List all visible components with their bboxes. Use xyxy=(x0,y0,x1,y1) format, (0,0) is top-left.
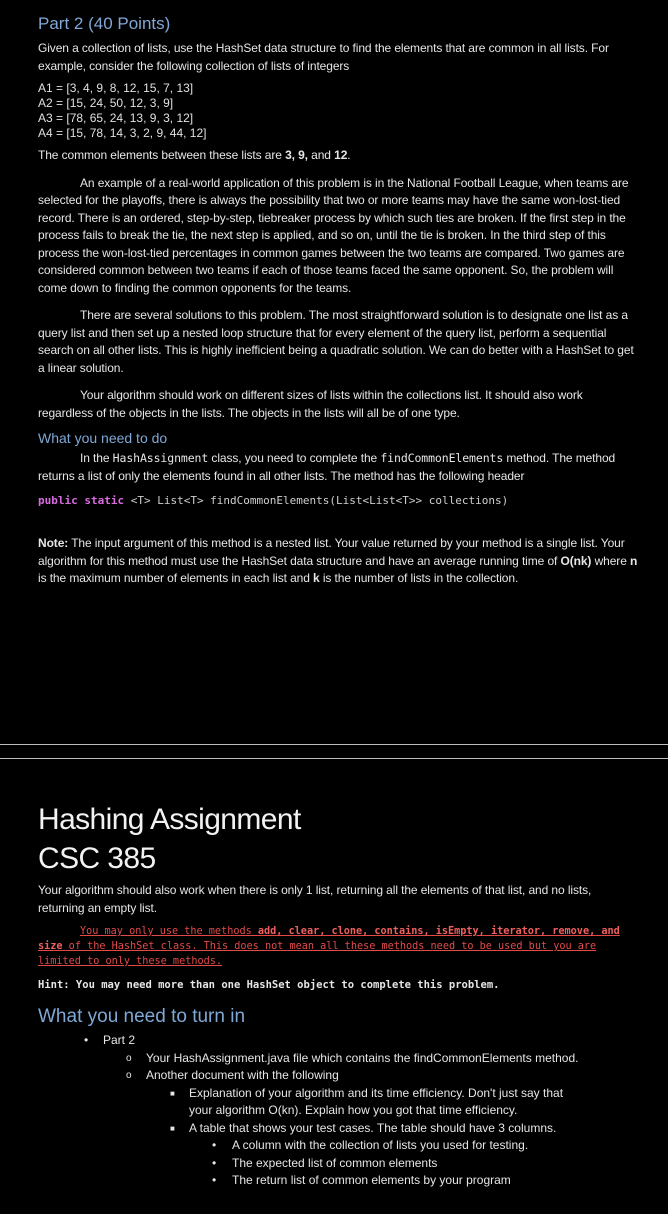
course-code: CSC 385 xyxy=(38,842,156,875)
square-bullet-icon: ■ xyxy=(170,1123,175,1133)
assignment-title: Hashing Assignment xyxy=(38,803,301,836)
hint-line: Hint: You may need more than one HashSet object to complete this problem. xyxy=(38,979,500,991)
column-1-item: • A column with the collection of lists you used for testing. xyxy=(0,1137,668,1155)
generic-paragraph: Your algorithm should work on different sizes of lists within the collections list. It should also work regardless of the objects in the lists. The objects in the lists will all be of one type. xyxy=(38,388,583,420)
document-item: o Another document with the following xyxy=(0,1067,668,1085)
list-a4: A4 = [15, 78, 14, 3, 2, 9, 44, 12] xyxy=(38,126,207,140)
part2-intro: Given a collection of lists, use the HashSet data structure to find the elements that are common in all lists. For example, consider the following collection of lists of integers xyxy=(38,41,609,73)
list-a1: A1 = [3, 4, 9, 8, 12, 15, 7, 13] xyxy=(38,81,194,95)
nfl-paragraph: An example of a real-world application of this problem is in the National Football League, when teams are selected for the playoffs, there is always the possibility that two or more teams may have the same won-lost-tied record. There is an ordered, step-by-step, tiebreaker process by which such ties are broken. If the first step in the process fails to break the tie, the next step is applied, and so on, until the tie is broken. In the third step of this process the won-lost-tied percentages in common games between the two teams are compared. Two games are considered common between two teams if each of those teams faced the same opponent. So, the problem will come down to finding the common opponents for the teams. xyxy=(38,175,629,295)
lists-code-block xyxy=(38,81,638,141)
need-paragraph: In the HashAssignment class, you need to complete the findCommonElements method. The method returns a list of only the elements found in all other lists. The method has the following header xyxy=(38,451,616,483)
column-2-item: • The expected list of common elements xyxy=(0,1155,668,1173)
note-paragraph: Note: The input argument of this method is a nested list. Your value returned by your method is a single list. Your algorithm for this method must use the HashSet data structure and have an average running time of O(nk) where n is the maximum number of elements in each list and k is the number of lists in the collection. xyxy=(38,536,638,585)
solutions-paragraph: There are several solutions to this problem. The most straightforward solution is to designate one list as a query list and then set up a nested loop structure that for every element of the query list, perform a sequential search on all other lists. This is highly inefficient being a quadratic solution. We can do better with a HashSet to get a linear solution. xyxy=(38,308,634,375)
bullet-icon: • xyxy=(212,1155,217,1170)
turnin-heading: What you need to turn in xyxy=(38,1006,246,1027)
turnin-list xyxy=(0,1032,668,1190)
column-3-item: • The return list of common elements by your program xyxy=(0,1172,668,1190)
edge-cases-paragraph: Your algorithm should also work when there is only 1 list, returning all the elements of that list, and no lists, returning an empty list. xyxy=(38,883,592,915)
bullet-icon: • xyxy=(212,1138,217,1152)
circle-bullet-icon: o xyxy=(126,1070,132,1081)
circle-bullet-icon: o xyxy=(126,1052,132,1064)
common-elements-line: The common elements between these lists are 3, 9, and 12. xyxy=(38,148,351,162)
allowed-methods-note: You may only use the methods add, clear, clone, contains, isEmpty, iterator, remove, and size of the HashSet class. This does not mean all these methods need to be used but you are limited to only these methods. xyxy=(38,926,620,967)
part2-section xyxy=(38,14,638,588)
bullet-icon: • xyxy=(84,1033,89,1047)
part2-heading: Part 2 (40 Points) xyxy=(38,14,171,33)
java-file-item: o Your HashAssignment.java file which contains the findCommonElements method. xyxy=(0,1050,668,1068)
method-signature: public static <T> List<T> findCommonElements(List<List<T>> collections) xyxy=(38,494,509,507)
list-a3: A3 = [78, 65, 24, 13, 9, 3, 12] xyxy=(38,111,194,125)
list-a2: A2 = [15, 24, 50, 12, 3, 9] xyxy=(38,96,174,110)
divider-bottom xyxy=(0,758,668,759)
bullet-icon: • xyxy=(212,1173,217,1187)
explanation-item: ■ Explanation of your algorithm and its time efficiency. Don't just say that your algorithm O(kn). Explain how you got that time efficiency. xyxy=(170,1085,564,1117)
divider-top xyxy=(0,744,668,745)
square-bullet-icon: ■ xyxy=(170,1088,175,1098)
part2-item: • Part 2 xyxy=(0,1032,668,1050)
table-item: ■ A table that shows your test cases. The table should have 3 columns. xyxy=(0,1120,668,1138)
what-you-need-heading: What you need to do xyxy=(38,430,168,446)
